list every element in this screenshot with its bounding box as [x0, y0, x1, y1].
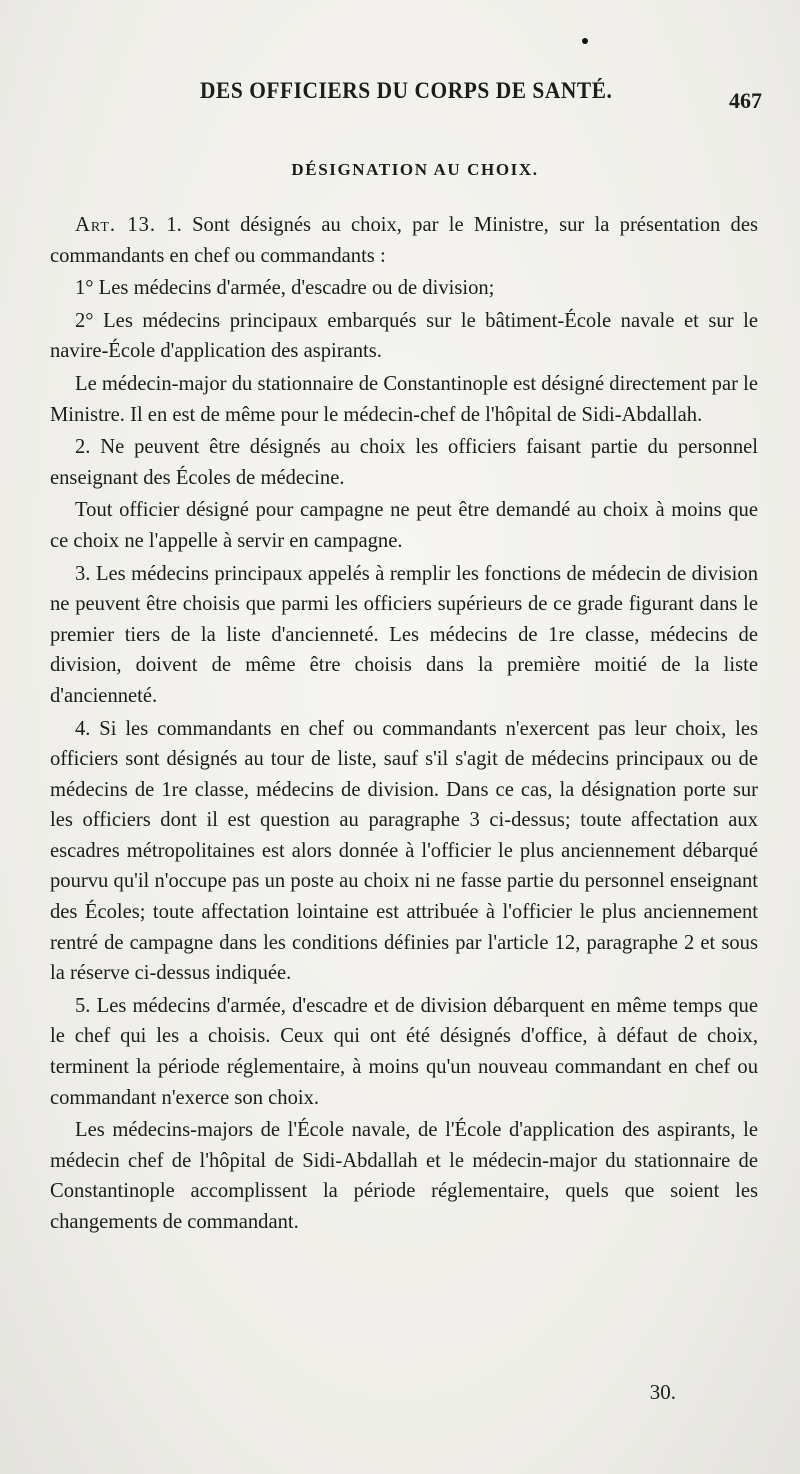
section-title: DÉSIGNATION AU CHOIX.	[291, 160, 539, 179]
paragraph: 2° Les médecins principaux embarqués sur le bâtiment-École navale et sur le navire-École d'application des aspirants.	[50, 309, 758, 363]
ink-speck	[582, 38, 588, 44]
body-text	[50, 210, 758, 1240]
signature-mark: 30.	[649, 1380, 676, 1404]
paragraph: Tout officier désigné pour campagne ne peut être demandé au choix à moins que ce choix ne l'appelle à servir en campagne.	[50, 499, 758, 552]
paragraph: 1° Les médecins d'armée, d'escadre ou de division;	[75, 277, 495, 300]
running-title: DES OFFICIERS DU CORPS DE SANTÉ.	[200, 78, 613, 103]
paragraph-art-13	[50, 210, 758, 271]
paragraph: Le médecin-major du stationnaire de Constantinople est désigné directement par le Ministre. Il en est de même pour le médecin-chef de l'hôpital de Sidi-Abdallah.	[50, 372, 758, 426]
paragraph: 5. Les médecins d'armée, d'escadre et de division débarquent en même temps que le chef qui les a choisis. Ceux qui ont été désignés d'office, à défaut de choix, terminent la période réglementaire, à moins qu'un nouveau commandant en chef ou commandant n'exerce son choix.	[50, 994, 758, 1109]
paragraph-text: 1. Sont désignés au choix, par le Ministre, sur la présentation des commandants en chef ou commandants :	[50, 214, 759, 267]
paragraph: 2. Ne peuvent être désignés au choix les officiers faisant partie du personnel enseignant des Écoles de médecine.	[50, 436, 758, 489]
paragraph: 4. Si les commandants en chef ou commandants n'exercent pas leur choix, les officiers sont désignés au tour de liste, sauf s'il s'agit de médecins principaux ou de médecins de 1re classe, médecins de division. Dans ce cas, la désignation porte sur les officiers dont il est question au paragraphe 3 ci-dessus; toute affectation aux escadres métropolitaines est alors donnée à l'officier le plus anciennement débarqué pourvu qu'il n'occupe pas un poste au choix ni ne fasse partie du personnel enseignant des Écoles; toute affectation lointaine est attribuée à l'officier le plus anciennement rentré de campagne dans les conditions définies par l'article 12, paragraphe 2 et sous la réserve ci-dessus indiquée.	[50, 717, 758, 985]
article-label: Art. 13.	[75, 214, 157, 236]
paragraph: Les médecins-majors de l'École navale, de l'École d'application des aspirants, le médecin chef de l'hôpital de Sidi-Abdallah et le médecin-major du stationnaire de Constantinople accomplissent la période réglementaire, quels que soient les changements de commandant.	[50, 1119, 758, 1233]
paragraph: 3. Les médecins principaux appelés à remplir les fonctions de médecin de division ne peuvent être choisis que parmi les officiers supérieurs de ce grade figurant dans le premier tiers de la liste d'ancienneté. Les médecins de 1re classe, médecins de division, doivent de même être choisis dans la première moitié de la liste d'ancienneté.	[50, 562, 758, 707]
page-number: 467	[729, 88, 762, 113]
